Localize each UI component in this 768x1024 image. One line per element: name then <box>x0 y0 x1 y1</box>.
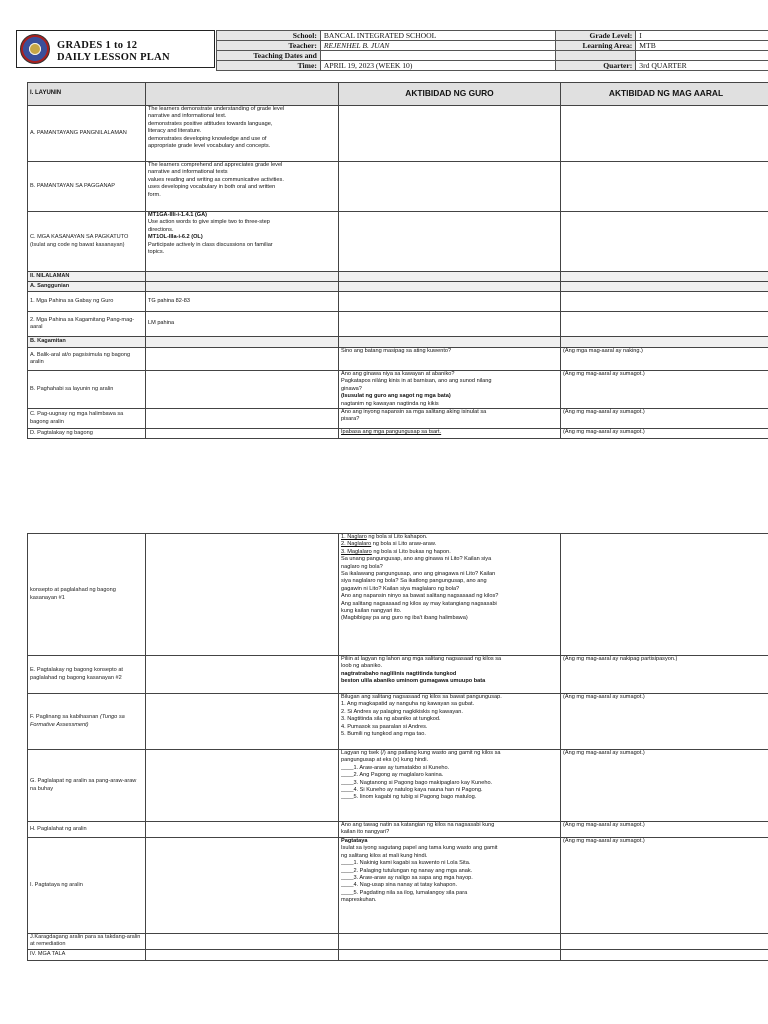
section-label-text: D. Pagtalakay ng bagong <box>30 429 93 436</box>
teacher-label: Teacher: <box>217 41 321 51</box>
objective-cell <box>146 656 339 694</box>
deped-seal-icon <box>20 34 50 64</box>
teacher-activity-line: Pagkatapos niláng kinis in at barnisan, ano ang sunod nilang <box>341 378 492 385</box>
section-label <box>28 312 146 337</box>
teacher-activity-line: Isulat sa iyong sagutang papel ang tama kung wasto ang gamit <box>341 845 498 852</box>
objective-line: demonstrates positive attitudes towards language, <box>148 120 273 127</box>
table-row <box>28 162 768 212</box>
teacher-activity-cell <box>339 949 561 960</box>
learning-area-value: MTB <box>636 41 768 51</box>
objective-line: Participate actively in class discussions on familiar <box>148 241 273 248</box>
objective-line: Use action words to give simple two to three-step <box>148 219 270 226</box>
section-label <box>28 337 146 348</box>
section-label-text: B. Paghahabi sa layunin ng aralin <box>30 385 114 392</box>
teacher-activity-line: kung kailan nangyari ito. <box>341 608 402 615</box>
action-word: 2. Naglalaro <box>341 541 372 548</box>
student-activity-line: (Ang mg mag-aaral ay sumagot.) <box>563 409 645 416</box>
header-row-school <box>217 31 768 41</box>
table-row <box>28 212 768 272</box>
teacher-activity-line: ____1. Nakinig kami kagabi sa kuwento ni Lola Sita. <box>341 860 471 867</box>
section-label <box>28 371 146 409</box>
quarter-value: 3rd QUARTER <box>636 61 768 71</box>
teacher-activity-line: Piliin at lagyan ng lahon ang mga salitang nagsasaad ng kilos sa <box>341 656 502 662</box>
section-label-text: A. Sanggunian <box>30 282 70 289</box>
teacher-activity-cell <box>339 348 561 371</box>
objective-line: literacy and literature. <box>148 128 202 135</box>
table-row <box>28 292 768 312</box>
teacher-activity-line: naglaro ng bola? <box>341 563 383 570</box>
student-activity-cell <box>561 694 768 750</box>
teacher-activity-line: ____5. Pagdating nila sa ilog, lumalangoy sila para <box>341 889 468 896</box>
student-activity-line: (Ang mg mag-aaral ay sumagot.) <box>563 838 645 844</box>
action-word: 3. Maglalaro <box>341 548 372 555</box>
student-activity-cell <box>561 337 768 348</box>
section-label-text: C. MGA KASANAYAN SA PAGKATUTO (Isulat ang code ng bawat kasanayan) <box>30 234 129 248</box>
objective-cell <box>146 312 339 337</box>
objective-cell <box>146 106 339 162</box>
objective-cell <box>146 272 339 282</box>
section-label-text: B. PAMANTAYAN SA PAGGANAP <box>30 182 115 189</box>
section-label-text: J.Karagdagang aralin para sa takdang-aralin at remediation <box>30 934 141 948</box>
section-label-text: A. Balik-aral at/o pagsisimula ng bagong aralin <box>30 351 131 365</box>
teacher-value: REJENHEL B. JUAN <box>320 41 556 51</box>
objective-line: LM pahina <box>148 320 175 327</box>
section-label <box>28 162 146 212</box>
teacher-activity-cell <box>339 656 561 694</box>
student-activity-cell <box>561 838 768 934</box>
teacher-activity-line: ____3. Nagtanong si Pagong bago makipaglaro kay Kuneho. <box>341 779 493 786</box>
student-activity-cell <box>561 348 768 371</box>
objective-cell <box>146 292 339 312</box>
doc-title-line2: DAILY LESSON PLAN <box>57 52 170 63</box>
student-activity-cell <box>561 656 768 694</box>
section-label-text: II. NILALAMAN <box>30 272 70 279</box>
teacher-activity-line: ____1. Araw-araw ay tumatakbo si Kuneho. <box>341 764 450 771</box>
teacher-activity-line: 2. Si Andres ay palaging nagkikiskis ng kawayan. <box>341 708 463 715</box>
school-value: BANCAL INTEGRATED SCHOOL <box>320 31 556 41</box>
teacher-activity-line: Sa ikalawang pangungusap, ano ang ginagawa ni Lito? Kailan <box>341 571 496 578</box>
table-row <box>28 106 768 162</box>
teacher-activity-line: loob ng abaniko. <box>341 663 383 670</box>
blank-value <box>636 51 768 61</box>
teacher-activity-cell <box>339 409 561 429</box>
section-label <box>28 822 146 838</box>
student-activity-cell <box>561 409 768 429</box>
section-label-text: G. Paglalapat ng aralin sa pang-araw-araw na buhay <box>30 778 137 792</box>
student-activity-line: (Ang mg mag-aaral ay sumagot.) <box>563 750 645 756</box>
teacher-activity-line: 1. Naglaro ng bola si Lito kahapon. <box>341 534 428 540</box>
section-label-text: C. Pag-uugnay ng mga halimbawa sa bagong aralin <box>30 411 124 425</box>
table-row <box>28 409 768 429</box>
student-activity-cell <box>561 534 768 656</box>
teacher-activity-line: pangungusap at eks (x) kung hindi. <box>341 757 429 764</box>
objective-cell <box>146 934 339 950</box>
table-row <box>28 272 768 282</box>
objective-line: narrative and informational texts <box>148 169 228 176</box>
section-label-text: 2. Mga Pahina sa Kagamitang Pang-mag-aaral <box>30 316 135 330</box>
table-row <box>28 312 768 337</box>
section-label-text: B. Kagamitan <box>30 338 66 345</box>
student-activity-line: (Ang mga mag-aaral ay naking.) <box>563 348 643 354</box>
teacher-activity-line: siya naglalaro ng bola? Sa ikatlong pangungusap, ano ang <box>341 578 487 585</box>
objective-cell <box>146 348 339 371</box>
objective-cell <box>146 409 339 429</box>
objective-cell <box>146 534 339 656</box>
table-row <box>28 348 768 371</box>
student-activity-cell <box>561 750 768 822</box>
teacher-activity-line: 3. Maglalaro ng bola si Lito bukas ng hapon. <box>341 548 451 555</box>
table-row <box>28 750 768 822</box>
objective-line: uses developing vocabulary in both oral and written <box>148 184 276 191</box>
teacher-activity-cell <box>339 822 561 838</box>
teacher-activity-line: (Isusulat ng guro ang sagot ng mga bata) <box>341 393 451 400</box>
teacher-activity-line: ng salitang kilos at mali kung hindi. <box>341 852 428 859</box>
student-activity-cell <box>561 822 768 838</box>
student-activity-cell <box>561 106 768 162</box>
student-activity-cell <box>561 212 768 272</box>
lesson-plan-table-1 <box>27 82 768 439</box>
teacher-activity-cell <box>339 694 561 750</box>
section-label <box>28 212 146 272</box>
teacher-activity-cell <box>339 371 561 409</box>
teacher-activity-line: ____3. Araw-araw ay naligo sa sapa ang mga hayop. <box>341 875 473 882</box>
teacher-activity-line: beston ulila abaniko uminom gumagawa umuupo bata <box>341 678 486 685</box>
section-label-text: konsepto at paglalahad ng bagong kasanayan #1 <box>30 587 116 601</box>
teacher-activity-line: Ano ang ginawa niya sa kawayan at abaniko? <box>341 371 455 377</box>
objective-line: demonstrates developing knowledge and use of <box>148 135 267 142</box>
section-label <box>28 838 146 934</box>
teacher-activity-line: Sino ang batang masipag sa ating kuwento? <box>341 348 452 354</box>
teacher-activity-cell <box>339 212 561 272</box>
teacher-activity-line: Pagtataya <box>341 838 368 844</box>
objective-line: values reading and writing as communicative activities. <box>148 176 284 183</box>
teacher-activity-cell <box>339 750 561 822</box>
teacher-activity-line: Ano ang napansin ninyo sa bawat salitang nagsasaad ng kilos? <box>341 593 499 600</box>
teacher-activity-cell <box>339 106 561 162</box>
col-header-layunin: I. LAYUNIN <box>28 83 146 106</box>
teaching-dates-value <box>320 51 556 61</box>
teacher-activity-cell <box>339 282 561 292</box>
student-activity-line: (Ang mg mag-aaral ay sumagot.) <box>563 694 645 700</box>
learning-area-label: Learning Area: <box>556 41 636 51</box>
header-row-dates <box>217 51 768 61</box>
section-label <box>28 348 146 371</box>
section-label <box>28 106 146 162</box>
section-label-text: 1. Mga Pahina sa Gabay ng Guro <box>30 297 114 304</box>
student-activity-line: (Ang mg mag-aaral ay sumagot.) <box>563 371 645 377</box>
objective-line: directions. <box>148 226 174 233</box>
objective-line: topics. <box>148 249 165 256</box>
col-header-mag-aaral: AKTIBIDAD NG MAG AARAL <box>561 83 768 106</box>
student-activity-line: (Ang mg mag-aaral ay sumagot.) <box>563 429 645 436</box>
table-row <box>28 534 768 656</box>
section-label <box>28 949 146 960</box>
teacher-activity-line: 4. Pumasok sa paaralan si Andres. <box>341 723 428 730</box>
student-activity-line: (Ang mg mag-aaral ay nakipag partisipasyon.) <box>563 656 678 662</box>
quarter-label: Quarter: <box>556 61 636 71</box>
table-row <box>28 371 768 409</box>
teacher-activity-cell <box>339 534 561 656</box>
time-label: Time: <box>217 61 321 71</box>
section-label-italic: (Tungo sa Formative Assessment) <box>30 714 125 728</box>
section-label <box>28 934 146 950</box>
col-header-guro: AKTIBIDAD NG GURO <box>339 83 561 106</box>
table-row <box>28 656 768 694</box>
col-header-blank <box>146 83 339 106</box>
objective-cell <box>146 371 339 409</box>
teacher-activity-line: Ano ang tawag natin sa katangian ng kilos na nagsasabi kung <box>341 822 495 828</box>
student-activity-cell <box>561 312 768 337</box>
teacher-activity-line: 3. Nagtitinda sila ng abaniko at tungkod. <box>341 716 441 723</box>
objective-cell <box>146 949 339 960</box>
section-label-text: E. Pagtalakay ng bagong konsepto at paglalahad ng bagong kasanayan #2 <box>30 667 123 681</box>
teacher-activity-line: Ipabasa ang mga pangungusap sa tsart. <box>341 429 442 436</box>
table-row <box>28 934 768 950</box>
student-activity-cell <box>561 292 768 312</box>
teacher-activity-cell <box>339 429 561 439</box>
teacher-activity-line: ____2. Palaging tutulungan ng nanay ang mga anak. <box>341 867 473 874</box>
objective-line: MT1OL-IIIa-i-6.2 (OL) <box>148 234 203 241</box>
section-label-text: IV. MGA TALA <box>30 951 66 958</box>
table-row <box>28 694 768 750</box>
section-label <box>28 694 146 750</box>
blank-label <box>556 51 636 61</box>
section-label-text: A. PAMANTAYANG PANGNILALAMAN <box>30 129 127 136</box>
teacher-activity-cell <box>339 162 561 212</box>
teacher-activity-line: gagawin ni Lito? Kailan siya maglalaro ng bola? <box>341 585 460 592</box>
teacher-activity-line: Ang salitang nagsasaad ng kilos ay may katangiang nagsasabi <box>341 600 497 607</box>
teacher-activity-line: nagtanim ng kawayan nagtinda ng kikis <box>341 400 439 407</box>
teacher-activity-line: 5. Bumili ng tungkod ang mga tao. <box>341 731 426 738</box>
objective-cell <box>146 337 339 348</box>
objective-cell <box>146 750 339 822</box>
teacher-activity-line: ____2. Ang Pagong ay maglalaro kanina. <box>341 772 444 779</box>
objective-cell <box>146 282 339 292</box>
teacher-activity-line: ____5. Iinom kagabi ng tubig si Pagong bago matulog. <box>341 794 477 801</box>
teacher-activity-line: Ano ang inyong napansin sa mga salitang aking isinulat sa <box>341 409 487 416</box>
section-label <box>28 292 146 312</box>
teacher-activity-line: Bilugan ang salitang nagsasaad ng kilos sa bawat pangungusap. <box>341 694 502 700</box>
teacher-activity-line: Lagyan ng tsek (/) ang patlang kung wasto ang gamit ng kilos sa <box>341 750 501 756</box>
teacher-activity-line: mapreskuhan. <box>341 897 377 904</box>
section-label <box>28 534 146 656</box>
objective-line: form. <box>148 191 161 198</box>
table-row <box>28 282 768 292</box>
teacher-activity-line: 2. Naglalaro ng bola si Lito araw-araw. <box>341 541 437 548</box>
teacher-activity-cell <box>339 934 561 950</box>
student-activity-cell <box>561 934 768 950</box>
teacher-activity-line: Sa unang pangungusap, ano ang ginawa ni Lito? Kailan siya <box>341 556 492 563</box>
teacher-activity-line: pisara? <box>341 416 360 423</box>
section-label <box>28 750 146 822</box>
time-value: APRIL 19, 2023 (WEEK 10) <box>320 61 556 71</box>
section-label <box>28 656 146 694</box>
section-label-text: F. Paglinang sa kabihasnan (Tungo sa Formative Assessment) <box>30 714 125 728</box>
action-word: 1. Naglaro <box>341 534 367 540</box>
objective-cell <box>146 162 339 212</box>
teacher-activity-line: (Magbibigay pa ang guro ng iba't ibang halimbawa) <box>341 615 468 622</box>
objective-line: TG pahina 82-83 <box>148 297 190 304</box>
table-row <box>28 337 768 348</box>
teacher-activity-line: ____4. Nag-usap sina nanay at tatay kahapon. <box>341 882 457 889</box>
header-info-table <box>216 30 768 71</box>
section-label <box>28 282 146 292</box>
header-row-time <box>217 61 768 71</box>
teacher-activity-line: ginawa? <box>341 385 362 392</box>
student-activity-cell <box>561 371 768 409</box>
section-label <box>28 409 146 429</box>
objective-cell <box>146 694 339 750</box>
doc-title-line1: GRADES 1 to 12 <box>57 40 138 51</box>
teacher-activity-cell <box>339 337 561 348</box>
objective-line: narrative and informational text. <box>148 113 227 120</box>
objective-cell <box>146 429 339 439</box>
teaching-dates-label: Teaching Dates and <box>217 51 321 61</box>
table-row <box>28 822 768 838</box>
teacher-activity-cell <box>339 292 561 312</box>
grade-level-value: I <box>636 31 768 41</box>
table-header-row <box>28 83 768 106</box>
student-activity-cell <box>561 272 768 282</box>
student-activity-cell <box>561 282 768 292</box>
header-row-teacher <box>217 41 768 51</box>
teacher-activity-line: 1. Ang magkapatid ay nanguha ng kawayan sa gubat. <box>341 701 475 708</box>
objective-line: The learners demonstrate understanding of grade level <box>148 106 285 112</box>
student-activity-cell <box>561 162 768 212</box>
student-activity-cell <box>561 949 768 960</box>
section-label-text: I. Pagtataya ng aralin <box>30 881 83 888</box>
school-label: School: <box>217 31 321 41</box>
teacher-activity-line: kailan ito nangyari? <box>341 829 390 836</box>
objective-line: The learners comprehend and appreciates grade level <box>148 162 283 168</box>
objective-cell <box>146 822 339 838</box>
teacher-activity-cell <box>339 838 561 934</box>
teacher-activity-cell <box>339 272 561 282</box>
objective-line: appropriate grade level vocabulary and concepts. <box>148 143 271 150</box>
table-row <box>28 838 768 934</box>
student-activity-cell <box>561 429 768 439</box>
grade-level-label: Grade Level: <box>556 31 636 41</box>
section-label-text: H. Paglalahat ng aralin <box>30 825 87 832</box>
teacher-activity-cell <box>339 312 561 337</box>
objective-cell <box>146 212 339 272</box>
section-label <box>28 272 146 282</box>
section-label <box>28 429 146 439</box>
lesson-plan-table-2 <box>27 533 768 961</box>
objective-line: MT1GA-IIIi-i-1.4.1 (GA) <box>148 212 208 218</box>
teacher-activity-line: ____4. Si Kuneho ay natulog kaya nauna han ni Pagong. <box>341 787 483 794</box>
table-row <box>28 949 768 960</box>
student-activity-line: (Ang mg mag-aaral ay sumagot.) <box>563 822 645 828</box>
table-row <box>28 429 768 439</box>
objective-cell <box>146 838 339 934</box>
school-logo-box <box>16 30 215 68</box>
teacher-activity-line: nagtratrabaho naglilinis nagtitinda tungkod <box>341 670 457 677</box>
